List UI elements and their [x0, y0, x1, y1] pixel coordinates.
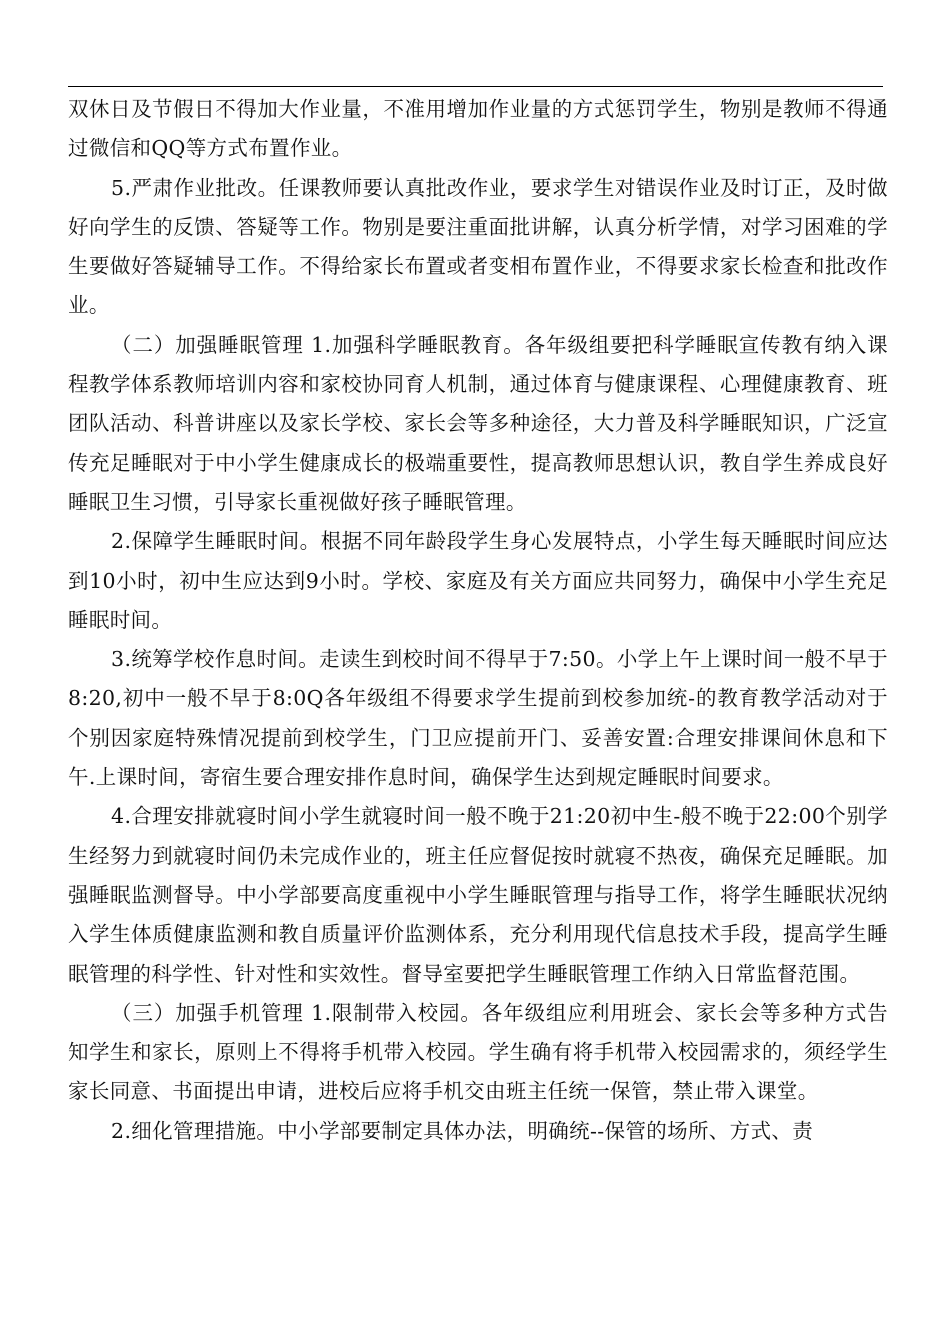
- paragraph-7: （三）加强手机管理 1.限制带入校园。各年级组应利用班会、家长会等多种方式告知学生和家长，原则上不得将手机带入校园。学生确有将手机带入校园需求的，须经学生家长同意、书面提出申请，进校后应将手机交由班主任统一保管，禁止带入课堂。: [68, 1000, 888, 1104]
- header-rule: [68, 86, 883, 87]
- paragraph-3: （二）加强睡眠管理 1.加强科学睡眠教育。各年级组要把科学睡眠宣传教有纳入课程教学体系教师培训内容和家校协同育人机制，通过体育与健康课程、心理健康教育、班团队活动、科普讲座以及家长学校、家长会等多种途径，大力普及科学睡眠知识，广泛宣传充足睡眠对于中小学生健康成长的极端重要性，提高教师思想认识，教自学生养成良好睡眠卫生习惯，引导家长重视做好孩子睡眠管理。: [68, 332, 888, 514]
- document-body: [68, 90, 888, 1151]
- paragraph-5: 3.统筹学校作息时间。走读生到校时间不得早于7:50。小学上午上课时间一般不早于8:20,初中一般不早于8:0Q各年级组不得要求学生提前到校参加统-的教育教学活动对于个别因家庭特殊情况提前到校学生，门卫应提前开门、妥善安置:合理安排课间休息和下午.上课时间，寄宿生要合理安排作息时间，确保学生达到规定睡眠时间要求。: [68, 647, 888, 790]
- paragraph-4: 2.保障学生睡眠时间。根据不同年龄段学生身心发展特点，小学生每天睡眠时间应达到10小时，初中生应达到9小时。学校、家庭及有关方面应共同努力，确保中小学生充足睡眠时间。: [68, 529, 888, 632]
- paragraph-8: 2.细化管理措施。中小学部要制定具体办法，明确统--保管的场所、方式、责: [111, 1118, 814, 1143]
- paragraph-1: 双休日及节假日不得加大作业量，不准用增加作业量的方式惩罚学生，物别是教师不得通过微信和QQ等方式布置作业。: [68, 97, 888, 161]
- paragraph-6: 4.合理安排就寝时间小学生就寝时间一般不晚于21:20初中生-般不晚于22:00个别学生经努力到就寝时间仍未完成作业的，班主任应督促按时就寝不热夜，确保充足睡眠。加强睡眠监测督导。中小学部要高度重视中小学生睡眠管理与指导工作，将学生睡眠状况纳入学生体质健康监测和教自质量评价监测体系，充分利用现代信息技术手段，提高学生睡眠管理的科学性、针对性和实效性。督导室要把学生睡眠管理工作纳入日常监督范围。: [68, 804, 888, 986]
- paragraph-2: 5.严肃作业批改。任课教师要认真批改作业，要求学生对错误作业及时订正，及时做好向学生的反馈、答疑等工作。物别是要注重面批讲解，认真分析学情，对学习困难的学生要做好答疑辅导工作。不得给家长布置或者变相布置作业，不得要求家长检查和批改作业。: [68, 175, 888, 318]
